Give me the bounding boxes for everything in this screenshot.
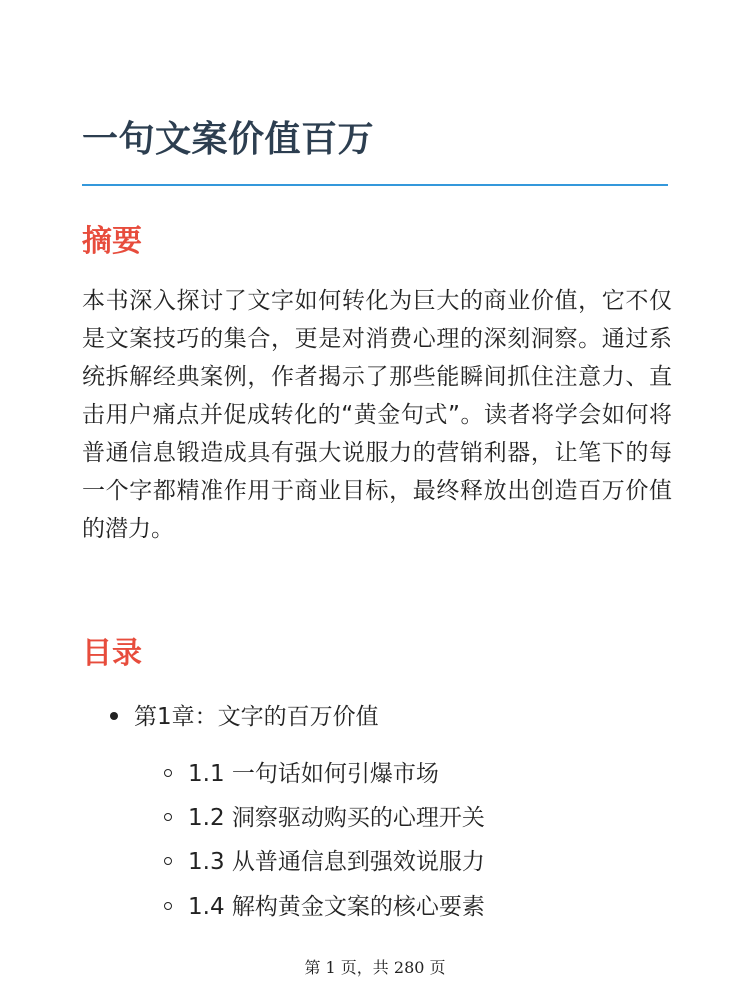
toc-section-label: 1.3 从普通信息到强效说服力 — [188, 849, 485, 875]
toc-section-item — [164, 843, 485, 881]
toc-section-item — [164, 799, 485, 837]
bullet-circle-icon — [164, 769, 172, 777]
toc-section-label: 1.1 一句话如何引爆市场 — [188, 761, 439, 787]
toc-section-item — [164, 888, 485, 926]
toc-heading: 目录 — [82, 636, 142, 671]
toc-section-label: 1.4 解构黄金文案的核心要素 — [188, 894, 485, 920]
bullet-circle-icon — [164, 857, 172, 865]
bullet-disc-icon — [110, 712, 118, 720]
bullet-circle-icon — [164, 902, 172, 910]
toc-section-label: 1.2 洞察驱动购买的心理开关 — [188, 805, 485, 831]
document-title: 一句文案价值百万 — [82, 119, 375, 160]
abstract-paragraph: 本书深入探讨了文字如何转化为巨大的商业价值，它不仅是文案技巧的集合，更是对消费心理的深刻洞察。通过系统拆解经典案例，作者揭示了那些能瞬间抓住注意力、直击用户痛点并促成转化的“黄金句式”。读者将学会如何将普通信息锻造成具有强大说服力的营销利器，让笔下的每一个字都精准作用于商业目标，最终释放出创造百万价值的潜力。 — [82, 288, 672, 542]
page-footer: 第 1 页，共 280 页 — [304, 958, 446, 977]
title-divider — [82, 184, 668, 186]
toc-chapter-label: 第1章：文字的百万价值 — [134, 704, 379, 730]
toc-chapter-item — [110, 698, 379, 736]
toc-section-item — [164, 755, 439, 793]
abstract-heading: 摘要 — [82, 224, 142, 259]
bullet-circle-icon — [164, 813, 172, 821]
